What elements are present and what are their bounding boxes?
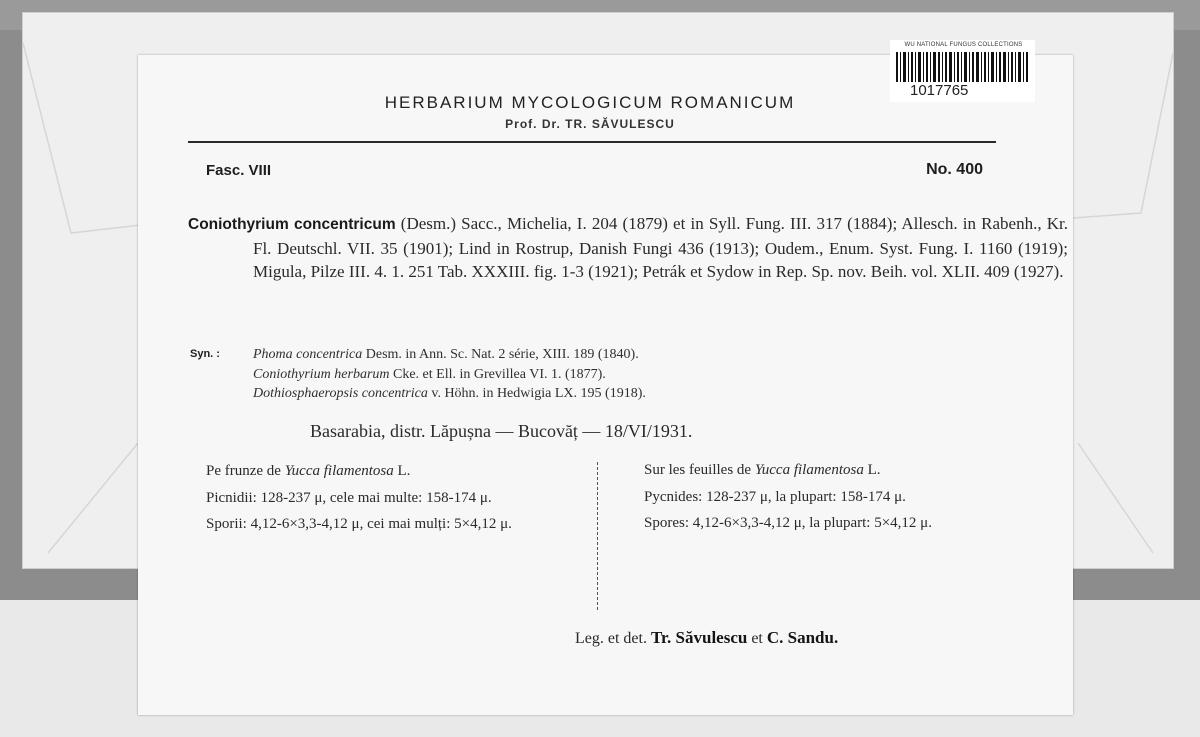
barcode-sticker xyxy=(890,40,1035,102)
synonyms-label: Syn. : xyxy=(190,348,220,360)
synonym-ref: v. Höhn. in Hedwigia LX. 195 (1918). xyxy=(431,386,646,401)
barcode-number: 1017765 xyxy=(910,82,969,99)
synonym-name: Phoma concentrica xyxy=(253,347,363,362)
host-prefix: Sur les feuilles de xyxy=(644,462,752,478)
specimen-number: No. 400 xyxy=(926,161,983,178)
synonym-item xyxy=(253,384,953,404)
pycnidia-measurements: Pycnides: 128-237 μ, la plupart: 158-174 μ. xyxy=(644,488,906,505)
collection-locality: Basarabia, distr. Lăpușna — Bucovăț — 18/VI/1931. xyxy=(310,421,693,441)
barcode-icon xyxy=(896,52,1028,82)
fascicle-label: Fasc. VIII xyxy=(206,162,272,179)
spore-measurements: Spores: 4,12-6×3,3-4,12 μ, la plupart: 5×4,12 μ. xyxy=(644,515,932,531)
collector-joiner: et xyxy=(751,630,763,647)
synonym-name: Coniothyrium herbarum xyxy=(253,366,390,382)
synonym-item xyxy=(253,365,953,385)
spore-measurements: Sporii: 4,12-6×3,3-4,12 μ, cei mai mulți: 5×4,12 μ. xyxy=(206,516,512,532)
collector-prefix: Leg. et det. xyxy=(575,630,647,647)
collector-line xyxy=(575,628,838,648)
species-name: Coniothyrium concentricum xyxy=(188,216,396,233)
header-rule xyxy=(188,141,996,143)
column-divider xyxy=(597,462,598,610)
pycnidia-measurements: Picnidii: 128-237 μ, cele mai multe: 158-174 μ. xyxy=(206,489,492,506)
synonym-item xyxy=(253,345,953,365)
herbarium-title: HERBARIUM MYCOLOGICUM ROMANICUM xyxy=(384,93,796,112)
french-description xyxy=(626,457,1008,537)
collector-name: C. Sandu. xyxy=(766,628,839,647)
host-line xyxy=(188,458,570,485)
barcode-caption: WU NATIONAL FUNGUS COLLECTIONS xyxy=(904,42,1023,48)
host-prefix: Pe frunze de xyxy=(206,463,281,479)
host-authority: L. xyxy=(397,463,411,479)
species-citation xyxy=(188,212,1068,284)
romanian-description xyxy=(188,458,570,538)
synonym-name: Dothiosphaeropsis concentrica xyxy=(253,386,428,401)
synonyms-list xyxy=(253,345,953,404)
synonym-ref: Desm. in Ann. Sc. Nat. 2 série, XIII. 189 (1840). xyxy=(365,347,639,362)
synonym-ref: Cke. et Ell. in Grevillea VI. 1. (1877). xyxy=(393,366,606,382)
host-name: Yucca filamentosa xyxy=(754,462,864,478)
herbarium-subtitle: Prof. Dr. TR. SĂVULESCU xyxy=(505,117,675,131)
collector-name: Tr. Săvulescu xyxy=(650,628,748,647)
host-line xyxy=(626,457,1008,484)
host-name: Yucca filamentosa xyxy=(284,463,394,479)
host-authority: L. xyxy=(867,462,881,478)
species-references: (Desm.) Sacc., Michelia, I. 204 (1879) et in Syll. Fung. III. 317 (1884); Allesch. in Rabenh., Kr. Fl. Deutschl. VII. 35 (1901); Lind in Rostrup, Danish Fungi 436 (1913); Oudem., Enum. Syst. Fung. I. 1160 (1919); Migula, Pilze III. 4. 1. 251 Tab. XXXIII. fig. 1-3 (1921); Petrák et Sydow in Rep. Sp. nov. Beih. vol. XLII. 409 (1927). xyxy=(253,214,1069,281)
